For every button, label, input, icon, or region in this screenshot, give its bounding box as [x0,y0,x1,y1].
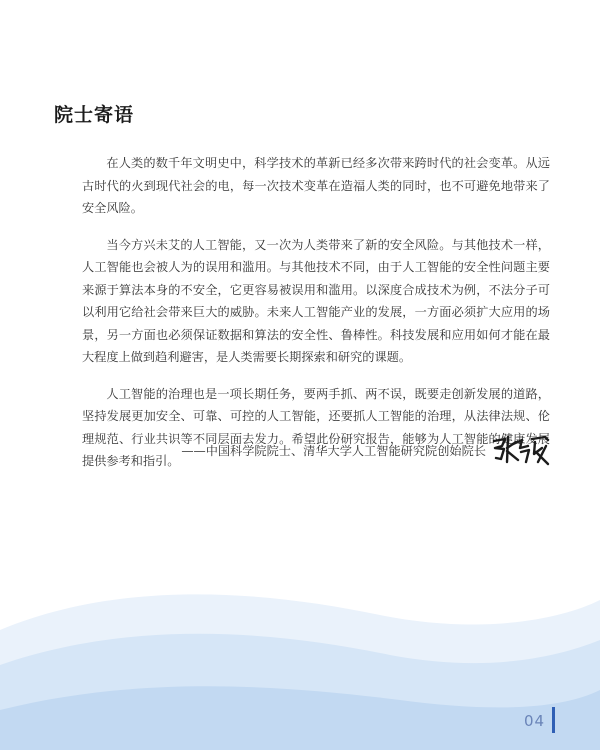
paragraph-2: 当今方兴未艾的人工智能，又一次为人类带来了新的安全风险。与其他技术一样，人工智能也会被人为的误用和滥用。与其他技术不同，由于人工智能的安全性问题主要来源于算法本身的不安全，它更容易被误用和滥用。以深度合成技术为例，不法分子可以利用它给社会带来巨大的威胁。未来人工智能产业的发展，一方面必须扩大应用的场景，另一方面也必须保证数据和算法的安全性、鲁棒性。科技发展和应用如何才能在最大程度上做到趋利避害，是人类需要长期探索和研究的课题。 [82,237,550,364]
attribution-line [181,432,552,468]
paragraph-1: 在人类的数千年文明史中，科学技术的革新已经多次带来跨时代的社会变革。从远古时代的火到现代社会的电，每一次技术变革在造福人类的同时，也不可避免地带来了安全风险。 [82,156,550,215]
page-number: 04 [524,712,546,730]
wave-decoration [0,560,600,750]
paragraph-3: 人工智能的治理也是一项长期任务，要两手抓、两不误，既要走创新发展的道路，坚持发展更加安全、可靠、可控的人工智能，还要抓人工智能的治理，从法律法规、伦理规范、行业共识等不同层面去发力。希望此份研究报告，能够为人工智能的健康发展提供参考和指引。 [82,386,550,468]
page-title: 院士寄语 [54,104,135,126]
handwritten-signature [490,432,552,468]
attribution-text: ——中国科学院院士、清华大学人工智能研究院创始院长 [181,443,486,458]
page-number-accent-bar [552,707,555,733]
body-text [82,152,550,473]
